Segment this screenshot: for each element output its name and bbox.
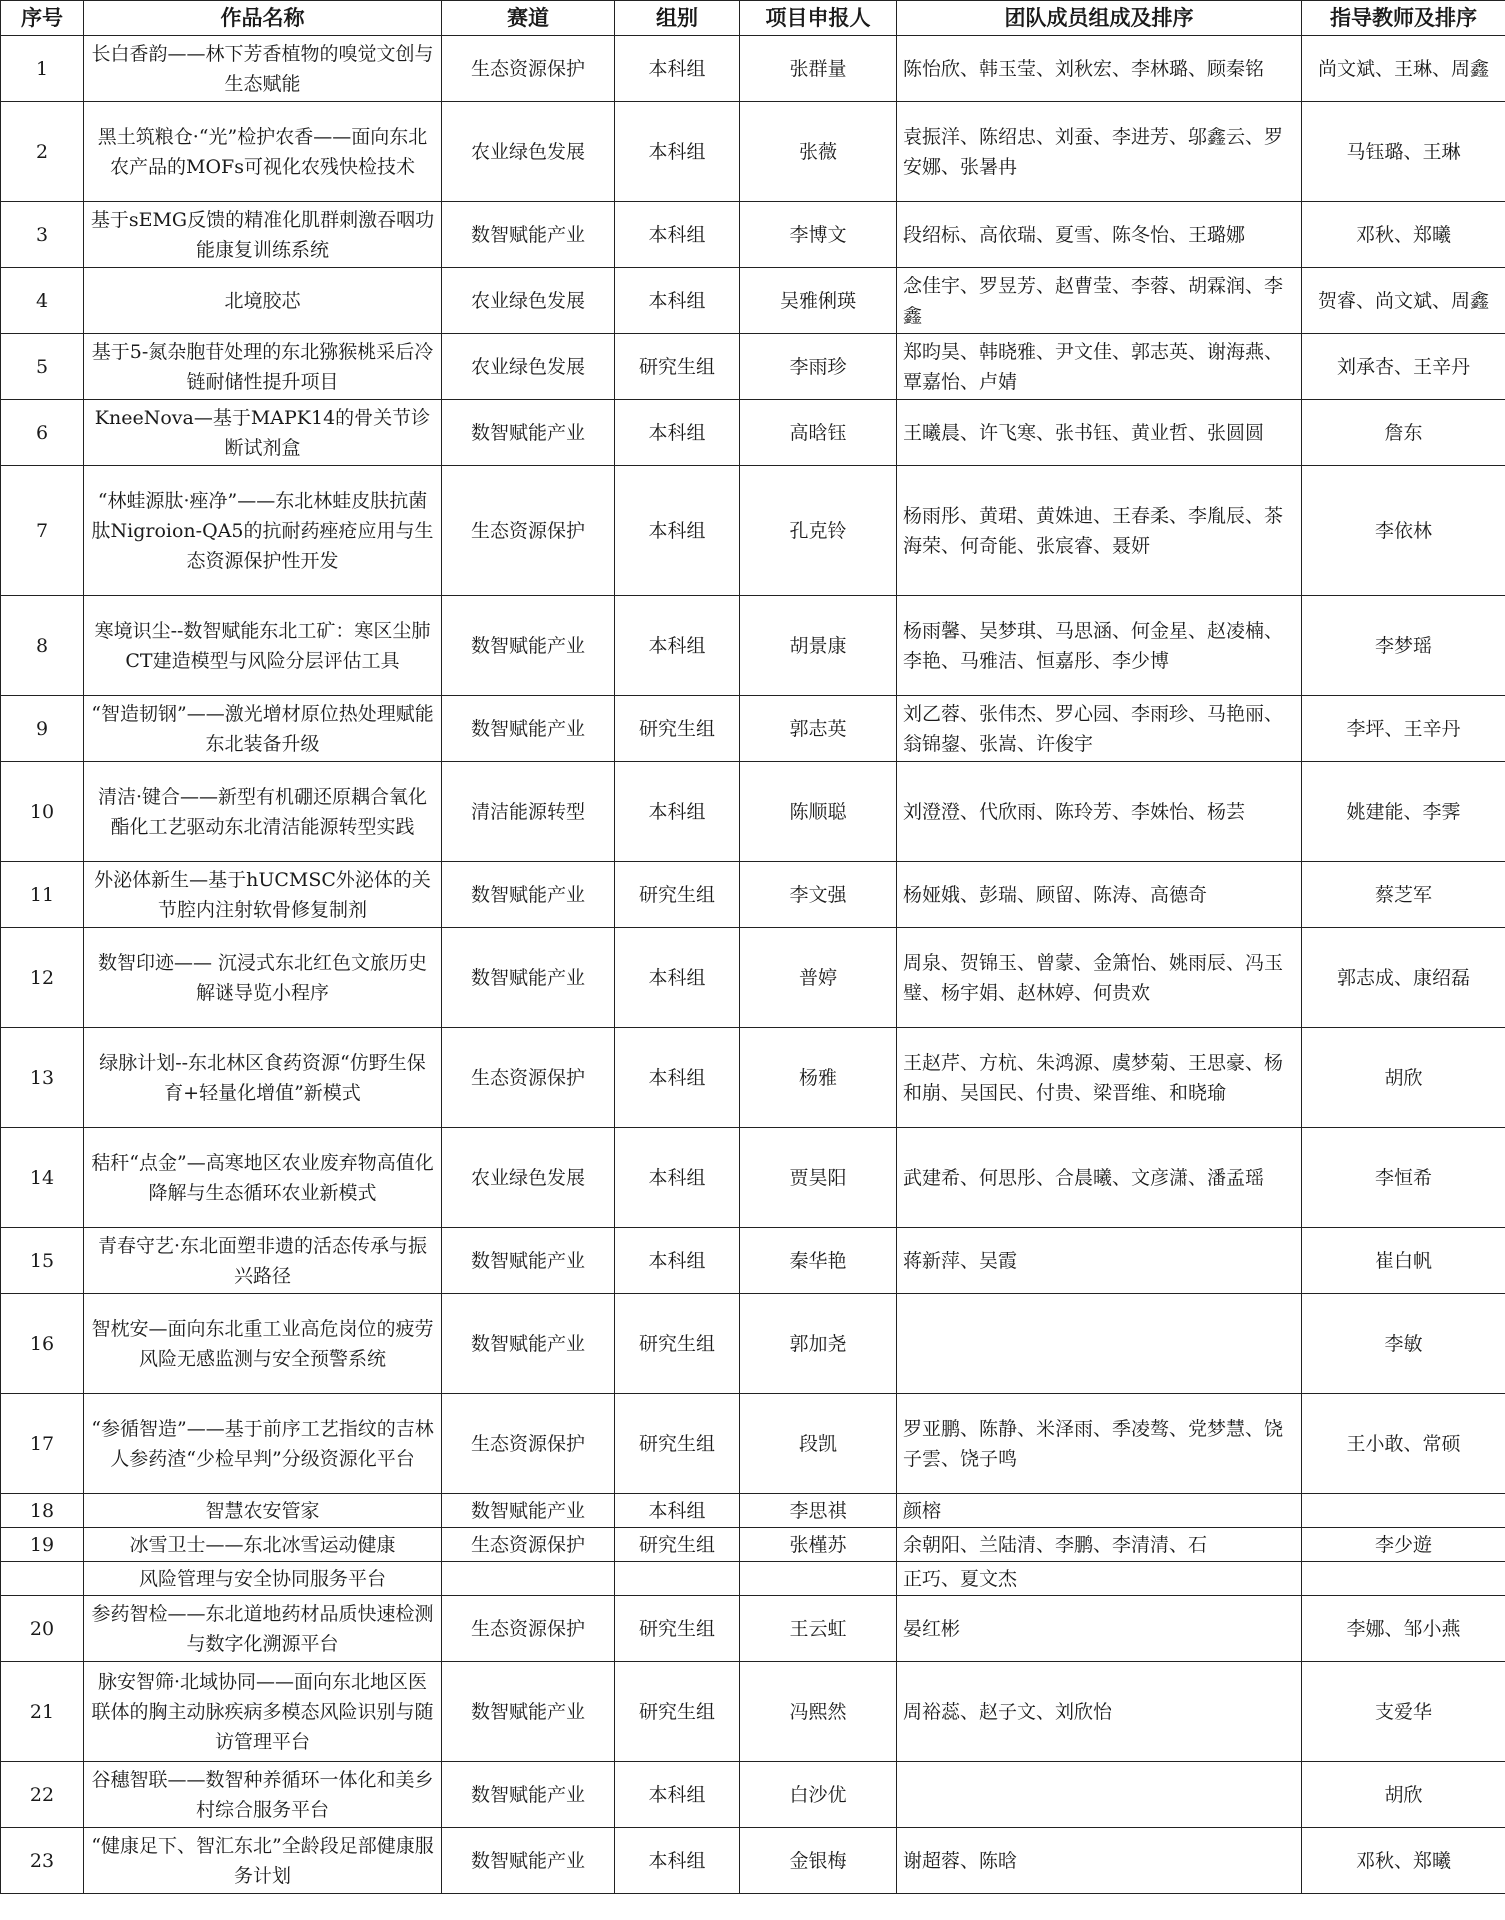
table-row [1,1762,1505,1828]
cell-team: 王赵芹、方杭、朱鸿源、虞梦菊、王思豪、杨和崩、吴国民、付贵、梁晋维、和晓瑜 [897,1028,1302,1128]
cell-name: KneeNova—基于MAPK14的骨关节诊断试剂盒 [84,400,442,466]
cell-team: 周泉、贺锦玉、曾蒙、金箫怡、姚雨辰、冯玉璧、杨宇娟、赵林婷、何贵欢 [897,928,1302,1028]
cell-no: 1 [1,36,84,102]
table-row [1,1128,1505,1228]
cell-advisor [1302,1562,1505,1596]
cell-no: 5 [1,334,84,400]
cell-no: 8 [1,596,84,696]
cell-track: 数智赋能产业 [442,1494,615,1528]
cell-team: 杨娅娥、彭瑞、顾留、陈涛、高德奇 [897,862,1302,928]
cell-track: 数智赋能产业 [442,1762,615,1828]
cell-name: 寒境识尘--数智赋能东北工矿：寒区尘肺CT建造模型与风险分层评估工具 [84,596,442,696]
cell-group: 研究生组 [615,334,740,400]
cell-name: 基于5-氮杂胞苷处理的东北猕猴桃采后冷链耐储性提升项目 [84,334,442,400]
cell-team: 段绍标、高依瑞、夏雪、陈冬怡、王璐娜 [897,202,1302,268]
cell-no: 20 [1,1596,84,1662]
cell-track: 数智赋能产业 [442,928,615,1028]
cell-track: 数智赋能产业 [442,1662,615,1762]
cell-applicant: 王云虹 [740,1596,897,1662]
table-row [1,596,1505,696]
cell-name: 数智印迹—— 沉浸式东北红色文旅历史解谜导览小程序 [84,928,442,1028]
cell-group: 本科组 [615,762,740,862]
cell-name: 基于sEMG反馈的精准化肌群刺激吞咽功能康复训练系统 [84,202,442,268]
cell-applicant: 贾昊阳 [740,1128,897,1228]
cell-name: 智慧农安管家 [84,1494,442,1528]
cell-group: 本科组 [615,1228,740,1294]
cell-no: 23 [1,1828,84,1894]
cell-advisor: 李娜、邹小燕 [1302,1596,1505,1662]
cell-team: 余朝阳、兰陆清、李鹏、李清清、石 [897,1528,1302,1562]
cell-no: 21 [1,1662,84,1762]
table-row [1,1494,1505,1528]
table-row [1,1394,1505,1494]
cell-applicant: 高晗钰 [740,400,897,466]
cell-group: 研究生组 [615,1596,740,1662]
cell-group [615,1562,740,1596]
cell-name: 智枕安—面向东北重工业高危岗位的疲劳风险无感监测与安全预警系统 [84,1294,442,1394]
cell-applicant: 张群量 [740,36,897,102]
cell-no: 2 [1,102,84,202]
cell-group: 本科组 [615,1828,740,1894]
cell-track: 数智赋能产业 [442,596,615,696]
cell-advisor: 崔白帆 [1302,1228,1505,1294]
col-header-advisor: 指导教师及排序 [1302,1,1505,36]
table-row [1,1828,1505,1894]
cell-track: 农业绿色发展 [442,268,615,334]
cell-name: 风险管理与安全协同服务平台 [84,1562,442,1596]
cell-group: 研究生组 [615,1394,740,1494]
cell-advisor: 姚建能、李霁 [1302,762,1505,862]
cell-name: “林蛙源肽·痤净”——东北林蛙皮肤抗菌肽Nigroion-QA5的抗耐药痤疮应用与生态资源保护性开发 [84,466,442,596]
cell-track: 数智赋能产业 [442,1828,615,1894]
cell-no: 9 [1,696,84,762]
cell-advisor: 胡欣 [1302,1762,1505,1828]
cell-group: 本科组 [615,400,740,466]
cell-name: 青春守艺·东北面塑非遗的活态传承与振兴路径 [84,1228,442,1294]
cell-name: 秸秆“点金”—高寒地区农业废弃物高值化降解与生态循环农业新模式 [84,1128,442,1228]
cell-advisor: 李坪、王辛丹 [1302,696,1505,762]
cell-track: 生态资源保护 [442,1394,615,1494]
cell-applicant: 郭志英 [740,696,897,762]
cell-no: 17 [1,1394,84,1494]
col-header-no: 序号 [1,1,84,36]
cell-applicant: 李思祺 [740,1494,897,1528]
cell-team: 颜榕 [897,1494,1302,1528]
cell-applicant: 冯熙然 [740,1662,897,1762]
cell-advisor: 李依林 [1302,466,1505,596]
cell-team: 武建希、何思彤、合晨曦、文彦潇、潘孟瑶 [897,1128,1302,1228]
cell-name: 冰雪卫士——东北冰雪运动健康 [84,1528,442,1562]
cell-advisor [1302,1494,1505,1528]
cell-group: 研究生组 [615,1294,740,1394]
cell-team: 蒋新萍、吴霞 [897,1228,1302,1294]
cell-team: 郑昀昊、韩晓雅、尹文佳、郭志英、谢海燕、覃嘉怡、卢婧 [897,334,1302,400]
cell-group: 本科组 [615,1762,740,1828]
cell-no: 4 [1,268,84,334]
cell-track: 数智赋能产业 [442,202,615,268]
cell-name: “参循智造”——基于前序工艺指纹的吉林人参药渣“少检早判”分级资源化平台 [84,1394,442,1494]
cell-advisor: 郭志成、康绍磊 [1302,928,1505,1028]
cell-advisor: 尚文斌、王琳、周鑫 [1302,36,1505,102]
cell-applicant [740,1562,897,1596]
cell-no: 10 [1,762,84,862]
cell-no: 15 [1,1228,84,1294]
cell-applicant: 郭加尧 [740,1294,897,1394]
cell-group: 本科组 [615,596,740,696]
cell-no: 22 [1,1762,84,1828]
cell-team: 刘澄澄、代欣雨、陈玲芳、李姝怡、杨芸 [897,762,1302,862]
cell-name: 谷穗智联——数智种养循环一体化和美乡村综合服务平台 [84,1762,442,1828]
cell-applicant: 白沙优 [740,1762,897,1828]
cell-name: 参药智检——东北道地药材品质快速检测与数字化溯源平台 [84,1596,442,1662]
cell-team: 袁振洋、陈绍忠、刘蚕、李进芳、邬鑫云、罗安娜、张暑冉 [897,102,1302,202]
cell-applicant: 金银梅 [740,1828,897,1894]
cell-name: 北境胶芯 [84,268,442,334]
cell-advisor: 李少遊 [1302,1528,1505,1562]
cell-group: 本科组 [615,466,740,596]
table-row [1,466,1505,596]
cell-no: 14 [1,1128,84,1228]
table-row [1,1562,1505,1596]
cell-track: 生态资源保护 [442,1596,615,1662]
cell-applicant: 张槿苏 [740,1528,897,1562]
cell-team [897,1762,1302,1828]
cell-advisor: 王小敢、常硕 [1302,1394,1505,1494]
cell-track [442,1562,615,1596]
col-header-team: 团队成员组成及排序 [897,1,1302,36]
cell-team: 杨雨彤、黄珺、黄姝迪、王春柔、李胤辰、茶海荣、何奇能、张宸睿、聂妍 [897,466,1302,596]
cell-track: 数智赋能产业 [442,1294,615,1394]
cell-team: 陈怡欣、韩玉莹、刘秋宏、李林璐、顾秦铭 [897,36,1302,102]
cell-advisor: 李梦瑶 [1302,596,1505,696]
cell-no: 3 [1,202,84,268]
cell-team: 念佳宇、罗昱芳、赵曹莹、李蓉、胡霖润、李鑫 [897,268,1302,334]
cell-applicant: 秦华艳 [740,1228,897,1294]
cell-applicant: 李博文 [740,202,897,268]
cell-team [897,1294,1302,1394]
cell-advisor: 马钰璐、王琳 [1302,102,1505,202]
table-row [1,1028,1505,1128]
cell-advisor: 支爱华 [1302,1662,1505,1762]
cell-team: 罗亚鹏、陈静、米泽雨、季凌骜、党梦慧、饶子雲、饶子鸣 [897,1394,1302,1494]
cell-name: “智造韧钢”——激光增材原位热处理赋能东北装备升级 [84,696,442,762]
cell-team: 杨雨馨、吴梦琪、马思涵、何金星、赵凌楠、李艳、马雅洁、恒嘉彤、李少博 [897,596,1302,696]
cell-track: 数智赋能产业 [442,696,615,762]
col-header-applicant: 项目申报人 [740,1,897,36]
cell-no: 13 [1,1028,84,1128]
col-header-name: 作品名称 [84,1,442,36]
cell-name: 黑土筑粮仓·“光”检护农香——面向东北农产品的MOFs可视化农残快检技术 [84,102,442,202]
table-row [1,36,1505,102]
cell-applicant: 孔克铃 [740,466,897,596]
cell-advisor: 蔡芝军 [1302,862,1505,928]
col-header-group: 组别 [615,1,740,36]
table-row [1,202,1505,268]
cell-name: 绿脉计划--东北林区食药资源“仿野生保育+轻量化增值”新模式 [84,1028,442,1128]
cell-track: 数智赋能产业 [442,1228,615,1294]
table-row [1,862,1505,928]
cell-track: 数智赋能产业 [442,400,615,466]
cell-track: 农业绿色发展 [442,334,615,400]
table-row [1,1294,1505,1394]
cell-team: 刘乙蓉、张伟杰、罗心园、李雨珍、马艳丽、翁锦鋆、张嵩、许俊宇 [897,696,1302,762]
cell-no: 12 [1,928,84,1028]
cell-group: 本科组 [615,928,740,1028]
table-row [1,1596,1505,1662]
col-header-track: 赛道 [442,1,615,36]
cell-advisor: 詹东 [1302,400,1505,466]
cell-no [1,1562,84,1596]
cell-no: 7 [1,466,84,596]
cell-track: 生态资源保护 [442,36,615,102]
cell-team: 晏红彬 [897,1596,1302,1662]
cell-name: “健康足下、智汇东北”全龄段足部健康服务计划 [84,1828,442,1894]
cell-name: 脉安智筛·北域协同——面向东北地区医联体的胸主动脉疾病多模态风险识别与随访管理平台 [84,1662,442,1762]
cell-group: 本科组 [615,1494,740,1528]
cell-group: 本科组 [615,202,740,268]
cell-name: 清洁·键合——新型有机硼还原耦合氧化酯化工艺驱动东北清洁能源转型实践 [84,762,442,862]
cell-advisor: 刘承杏、王辛丹 [1302,334,1505,400]
header-row [1,1,1505,36]
cell-applicant: 吴雅俐瑛 [740,268,897,334]
cell-advisor: 邓秋、郑曦 [1302,202,1505,268]
cell-applicant: 张薇 [740,102,897,202]
cell-name: 外泌体新生—基于hUCMSC外泌体的关节腔内注射软骨修复制剂 [84,862,442,928]
cell-group: 研究生组 [615,1528,740,1562]
cell-track: 数智赋能产业 [442,862,615,928]
cell-name: 长白香韵——林下芳香植物的嗅觉文创与生态赋能 [84,36,442,102]
table-row [1,928,1505,1028]
cell-group: 研究生组 [615,696,740,762]
cell-applicant: 李文强 [740,862,897,928]
cell-track: 生态资源保护 [442,1528,615,1562]
table-row [1,762,1505,862]
cell-no: 6 [1,400,84,466]
cell-track: 清洁能源转型 [442,762,615,862]
cell-applicant: 杨雅 [740,1028,897,1128]
table-row [1,1662,1505,1762]
table-row [1,400,1505,466]
cell-group: 研究生组 [615,862,740,928]
table-row [1,334,1505,400]
cell-team: 谢超蓉、陈晗 [897,1828,1302,1894]
cell-advisor: 邓秋、郑曦 [1302,1828,1505,1894]
cell-no: 11 [1,862,84,928]
cell-group: 本科组 [615,36,740,102]
cell-applicant: 段凯 [740,1394,897,1494]
cell-no: 16 [1,1294,84,1394]
cell-track: 农业绿色发展 [442,1128,615,1228]
cell-applicant: 胡景康 [740,596,897,696]
cell-applicant: 李雨珍 [740,334,897,400]
table-row [1,1528,1505,1562]
table-row [1,268,1505,334]
cell-team: 正巧、夏文杰 [897,1562,1302,1596]
cell-group: 本科组 [615,268,740,334]
cell-track: 生态资源保护 [442,466,615,596]
cell-group: 本科组 [615,102,740,202]
cell-track: 农业绿色发展 [442,102,615,202]
table-row [1,102,1505,202]
cell-group: 本科组 [615,1028,740,1128]
cell-advisor: 贺睿、尚文斌、周鑫 [1302,268,1505,334]
table-row [1,1228,1505,1294]
cell-advisor: 胡欣 [1302,1028,1505,1128]
cell-group: 本科组 [615,1128,740,1228]
cell-group: 研究生组 [615,1662,740,1762]
cell-team: 周裕蕊、赵子文、刘欣怡 [897,1662,1302,1762]
cell-applicant: 陈顺聪 [740,762,897,862]
cell-no: 18 [1,1494,84,1528]
cell-advisor: 李恒希 [1302,1128,1505,1228]
table-body [1,36,1505,1894]
cell-applicant: 普婷 [740,928,897,1028]
cell-no: 19 [1,1528,84,1562]
table-row [1,696,1505,762]
cell-advisor: 李敏 [1302,1294,1505,1394]
cell-track: 生态资源保护 [442,1028,615,1128]
cell-team: 王曦晨、许飞寒、张书钰、黄业哲、张圆圆 [897,400,1302,466]
